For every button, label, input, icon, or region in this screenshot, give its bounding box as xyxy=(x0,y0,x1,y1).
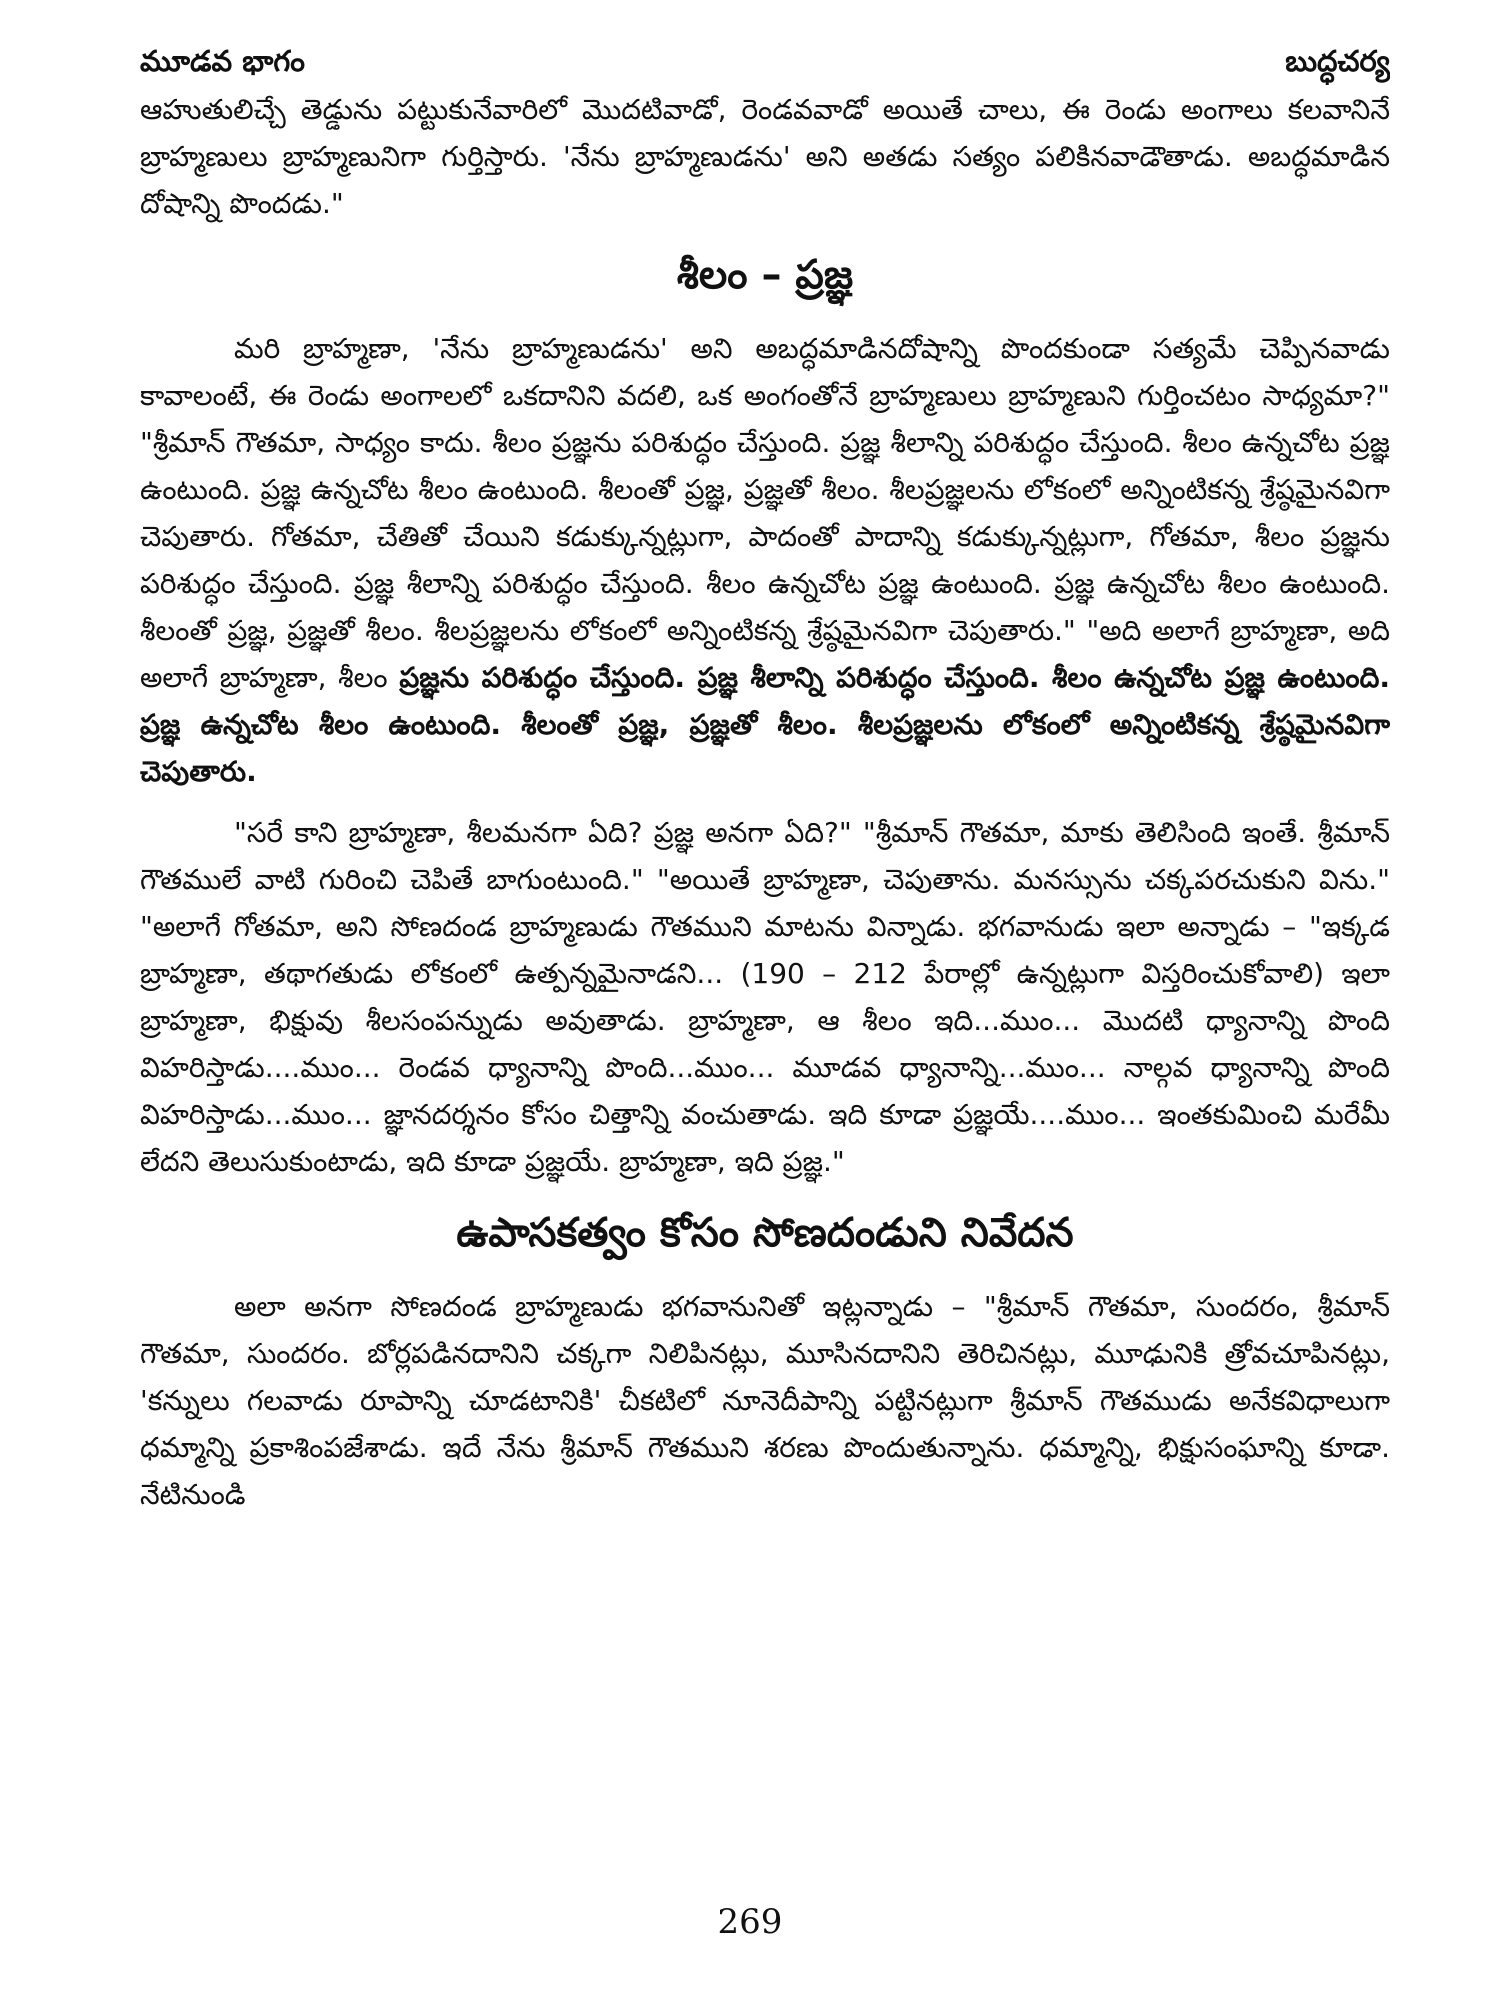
section-heading-upasaka: ఉపాసకత్వం కోసం సోణదండుని నివేదన xyxy=(456,1210,1074,1256)
header-part-title: మూడవ భాగం xyxy=(140,44,305,78)
running-header xyxy=(140,36,1390,86)
paragraph-text: మరి బ్రాహ్మణా, 'నేను బ్రాహ్మణుడను' అని అబద్ధమాడినదోషాన్ని పొందకుండా సత్యమే చెప్పినవాడు కావాలంటే, ఈ రెండు అంగాలలో ఒకదానిని వదలి, ఒక అంగంతోనే బ్రాహ్మణులు బ్రాహ్మణుని గుర్తించటం సాధ్యమా?" "శ్రీమాన్ గౌతమా, సాధ్యం కాదు. శీలం ప్రజ్ఞను పరిశుద్ధం చేస్తుంది. ప్రజ్ఞ శీలాన్ని పరిశుద్ధం చేస్తుంది. శీలం ఉన్నచోట ప్రజ్ఞ ఉంటుంది. ప్రజ్ఞ ఉన్నచోట శీలం ఉంటుంది. శీలంతో ప్రజ్ఞ, ప్రజ్ఞతో శీలం. శీలప్రజ్ఞలను లోకంలో అన్నింటికన్న శ్రేష్ఠమైనవిగా చెపుతారు. గోతమా, చేతితో చేయిని కడుక్కున్నట్లుగా, పాదంతో పాదాన్ని కడుక్కున్నట్లుగా, గోతమా, శీలం ప్రజ్ఞను పరిశుద్ధం చేస్తుంది. ప్రజ్ఞ శీలాన్ని పరిశుద్ధం చేస్తుంది. శీలం ఉన్నచోట ప్రజ్ఞ ఉంటుంది. ప్రజ్ఞ ఉన్నచోట శీలం ఉంటుంది. శీలంతో ప్రజ్ఞ, ప్రజ్ఞతో శీలం. శీలప్రజ్ఞలను లోకంలో అన్నింటికన్న శ్రేష్ఠమైనవిగా చెపుతారు." "అది అలాగే బ్రాహ్మణా, అది అలాగే బ్రాహ్మణా, శీలం xyxy=(140,332,1390,694)
section-heading-sila-prajna: శీలం – ప్రజ్ఞ xyxy=(676,252,854,298)
page-number: 269 xyxy=(717,1902,783,1942)
paragraph-dialogue: "సరే కాని బ్రాహ్మణా, శీలమనగా ఏది? ప్రజ్ఞ అనగా ఏది?" "శ్రీమాన్ గౌతమా, మాకు తెలిసింది ఇంతే. శ్రీమాన్ గౌతములే వాటి గురించి చెపితే బాగుంటుంది." "అయితే బ్రాహ్మణా, చెపుతాను. మనస్సును చక్కపరచుకుని విను." "అలాగే గోతమా, అని సోణదండ బ్రాహ్మణుడు గౌతముని మాటను విన్నాడు. భగవానుడు ఇలా అన్నాడు – "ఇక్కడ బ్రాహ్మణా, తథాగతుడు లోకంలో ఉత్పన్నమైనాడని... (190 – 212 పేరాల్లో ఉన్నట్లుగా విస్తరించుకోవాలి) ఇలా బ్రాహ్మణా, భిక్షువు శీలసంపన్నుడు అవుతాడు. బ్రాహ్మణా, ఆ శీలం ఇది...ముం... మొదటి ధ్యానాన్ని పొంది విహరిస్తాడు....ముం... రెండవ ధ్యానాన్ని పొంది...ముం... మూడవ ధ్యానాన్ని...ముం... నాల్గవ ధ్యానాన్ని పొంది విహరిస్తాడు...ముం... జ్ఞానదర్శనం కోసం చిత్తాన్ని వంచుతాడు. ఇది కూడా ప్రజ్ఞయే....ముం... ఇంతకుమించి మరేమీ లేదని తెలుసుకుంటాడు, ఇది కూడా ప్రజ్ఞయే. బ్రాహ్మణా, ఇది ప్రజ్ఞ." xyxy=(140,816,1390,1178)
paragraph-declaration: అలా అనగా సోణదండ బ్రాహ్మణుడు భగవానునితో ఇట్లన్నాడు – "శ్రీమాన్ గౌతమా, సుందరం, శ్రీమాన్ గౌతమా, సుందరం. బోర్లపడినదానిని చక్కగా నిలిపినట్లు, మూసినదానిని తెరిచినట్లు, మూఢునికి త్రోవచూపినట్లు, 'కన్నులు గలవాడు రూపాన్ని చూడటానికి' చీకటిలో నూనెదీపాన్ని పట్టినట్లుగా శ్రీమాన్ గౌతముడు అనేకవిధాలుగా ధమ్మాన్ని ప్రకాశింపజేశాడు. ఇదే నేను శ్రీమాన్ గౌతముని శరణు పొందుతున్నాను. ధమ్మాన్ని, భిక్షుసంఘాన్ని కూడా. నేటినుండి xyxy=(140,1290,1390,1511)
document-page xyxy=(140,36,1390,1966)
paragraph-sila-prajna xyxy=(140,325,1390,795)
bold-quotation: ప్రజ్ఞను పరిశుద్ధం చేస్తుంది. ప్రజ్ఞ శీలాన్ని పరిశుద్ధం చేస్తుంది. శీలం ఉన్నచోట ప్రజ్ఞ ఉంటుంది. ప్రజ్ఞ ఉన్నచోట శీలం ఉంటుంది. శీలంతో ప్రజ్ఞ, ప్రజ్ఞతో శీలం. శీలప్రజ్ఞలను లోకంలో అన్నింటికన్న శ్రేష్ఠమైనవిగా చెపుతారు. xyxy=(140,661,1390,788)
header-book-title: బుద్ధచర్య xyxy=(1285,44,1390,78)
paragraph-continuation: ఆహుతులిచ్చే తెడ్డును పట్టుకునేవారిలో మొదటివాడో, రెండవవాడో అయితే చాలు, ఈ రెండు అంగాలు కలవానినే బ్రాహ్మణులు బ్రాహ్మణునిగా గుర్తిస్తారు. 'నేను బ్రాహ్మణుడను' అని అతడు సత్యం పలికినవాడౌతాడు. అబద్ధమాడిన దోషాన్ని పొందడు." xyxy=(140,93,1390,220)
